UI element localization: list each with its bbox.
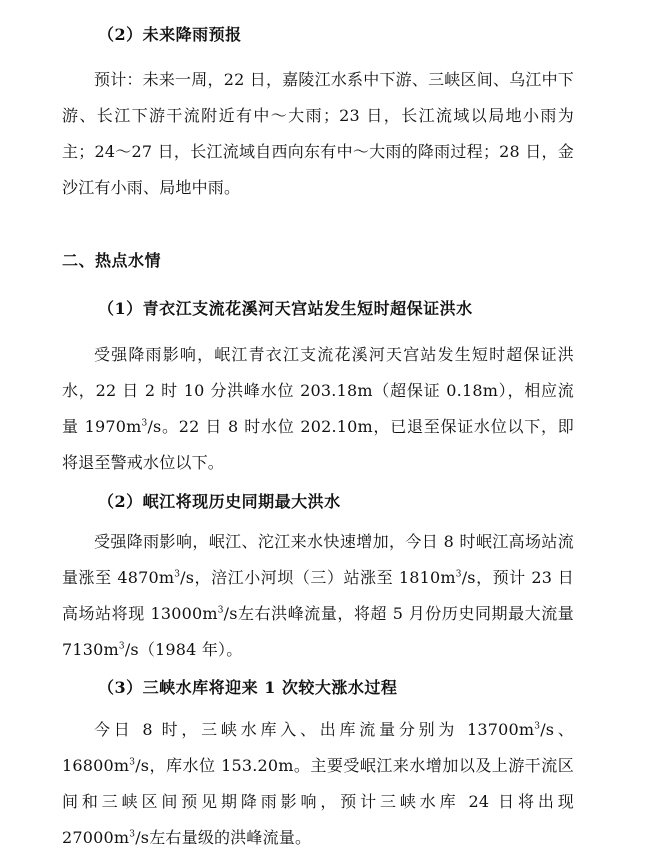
three-gorges-text-d: /s左右量级的洪峰流量。 — [135, 828, 312, 847]
minjiang-text-b: /s，涪江小河坝（三）站涨至 1810m — [180, 568, 456, 587]
minjiang-sup-3: 3 — [217, 605, 224, 616]
rain-forecast-heading: （2）未来降雨预报 — [98, 25, 242, 44]
qingyi-sup: 3 — [141, 418, 148, 429]
three-gorges-sup-1: 3 — [534, 721, 541, 732]
rain-forecast-paragraph: 预计：未来一周，22 日，嘉陵江水系中下游、三峡区间、乌江中下游、长江下游干流附近有中～大雨；23 日，长江流域以局地小雨为主；24～27 日，长江流域自西向东有中～大雨的降雨过程；28 日，金沙江有小雨、局地中雨。 — [62, 70, 574, 197]
three-gorges-text-b: /s、16800m — [62, 720, 574, 775]
minjiang-text-a: 受强降雨影响，岷江、沱江来水快速增加，今日 8 时岷江高场站流量涨至 4870m — [62, 532, 574, 587]
three-gorges-text-c: /s，库水位 153.20m。主要受岷江来水增加以及上游干流区间和三峡区间预见期降雨影响，预计三峡水库 24 日将出现 27000m — [62, 756, 574, 847]
minjiang-sup-2: 3 — [455, 569, 462, 580]
three-gorges-paragraph — [62, 712, 574, 856]
minjiang-text-c: /s，预计 23 日高场站将现 13000m — [62, 568, 574, 623]
qingyi-text-a: 受强降雨影响，岷江青衣江支流花溪河天宫站发生短时超保证洪水，22 日 2 时 10 分洪峰水位 203.18m（超保证 0.18m），相应流量 1970m — [62, 345, 574, 436]
minjiang-text-e: /s（1984 年）。 — [124, 640, 243, 659]
minjiang-sup-4: 3 — [118, 641, 125, 652]
minjiang-flood-heading: （2）岷江将现历史同期最大洪水 — [98, 492, 341, 511]
qingyi-flood-paragraph — [62, 337, 574, 481]
minjiang-flood-paragraph — [62, 524, 574, 668]
qingyi-flood-heading: （1）青衣江支流花溪河天宫站发生短时超保证洪水 — [98, 299, 473, 318]
qingyi-text-b: /s。22 日 8 时水位 202.10m，已退至保证水位以下，即将退至警戒水位以下。 — [62, 417, 574, 472]
three-gorges-text-a: 今日 8 时，三峡水库入、出库流量分别为 13700m — [94, 720, 535, 739]
three-gorges-sup-2: 3 — [129, 757, 136, 768]
three-gorges-heading: （3）三峡水库将迎来 1 次较大涨水过程 — [98, 678, 398, 697]
three-gorges-sup-3: 3 — [129, 829, 136, 840]
minjiang-text-d: /s左右洪峰流量，将超 5 月份历史同期最大流量 7130m — [62, 604, 574, 659]
minjiang-sup-1: 3 — [174, 569, 181, 580]
hotspot-section-heading: 二、热点水情 — [62, 251, 162, 270]
